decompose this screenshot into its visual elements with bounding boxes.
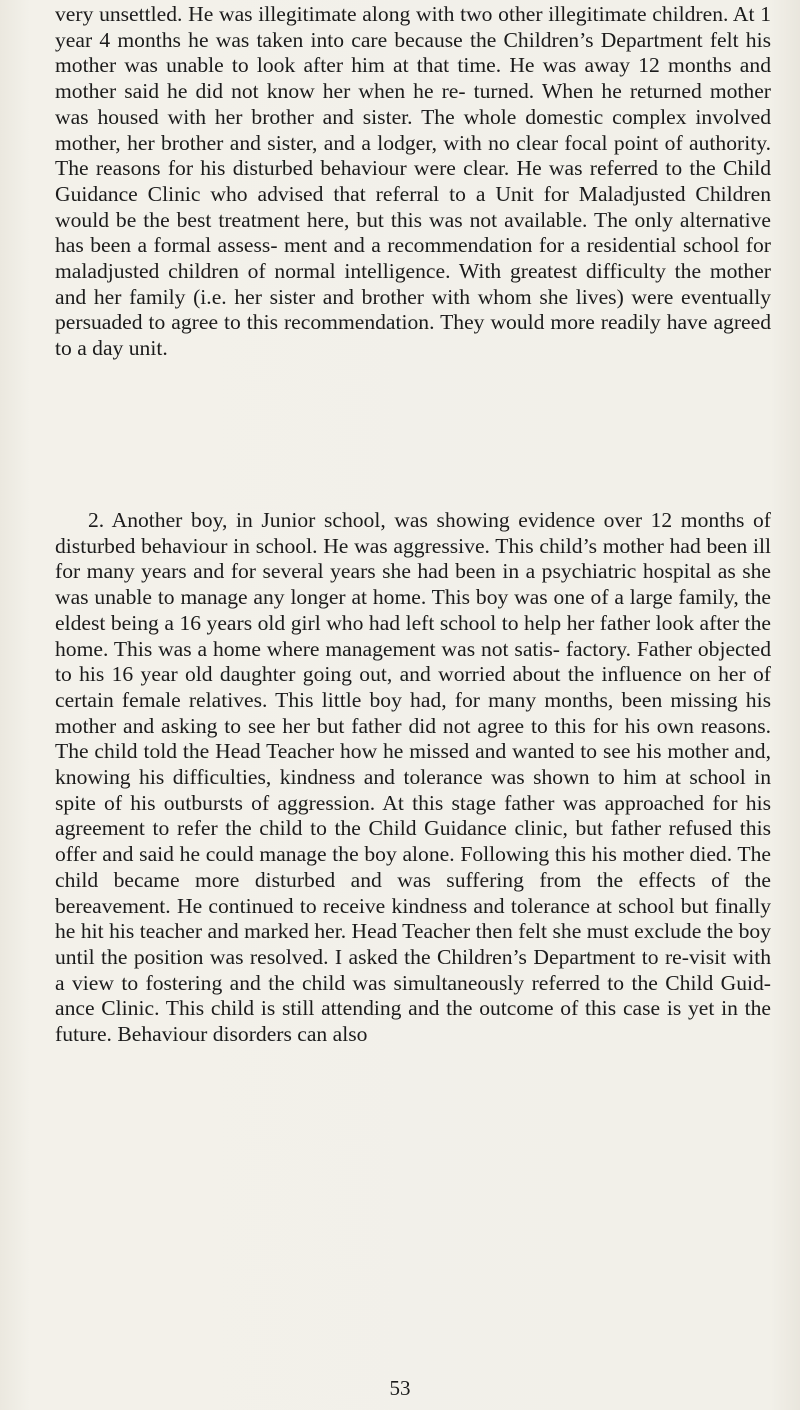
paragraph-1-text: very unsettled. He was illegitimate along with two other illegitimate children. At 1 year 4 months he was taken into care because the Children’s Department felt his mother was unable to look after him at that time. He was away 12 months and mother said he did not know her when he re- turned. When he returned mother was housed with her brother and sister. The whole domestic complex involved mother, her brother and sister, and a lodger, with no clear focal point of authority. The reasons for his disturbed behaviour were clear. He was referred to the Child Guidance Clinic who advised that referral to a Unit for Maladjusted Children would be the best treatment here, but this was not available. The only alternative has been a formal assess- ment and a recommendation for a residential school for maladjusted children of normal intelligence. With greatest difficulty the mother and her family (i.e. her sister and brother with whom she lives) were eventually persuaded to agree to this recommendation. They would more readily have agreed to a day unit. bbox=[55, 2, 771, 361]
page-number: 53 bbox=[389, 1376, 411, 1400]
paragraph-2 bbox=[55, 508, 771, 1048]
paragraph-2-text: 2. Another boy, in Junior school, was showing evidence over 12 months of disturbed behaviour in school. He was aggressive. This child’s mother had been ill for many years and for several years she had been in a psychiatric hospital as she was unable to manage any longer at home. This boy was one of a large family, the eldest being a 16 years old girl who had left school to help her father look after the home. This was a home where management was not satis- factory. Father objected to his 16 year old daughter going out, and worried about the influence on her of certain female relatives. This little boy had, for many months, been missing his mother and asking to see her but father did not agree to this for his own reasons. The child told the Head Teacher how he missed and wanted to see his mother and, knowing his difficulties, kindness and tolerance was shown to him at school in spite of his outbursts of aggression. At this stage father was approached for his agreement to refer the child to the Child Guidance clinic, but father refused this offer and said he could manage the boy alone. Following this his mother died. The child became more disturbed and was suffering from the effects of the bereavement. He continued to receive kindness and tolerance at school but finally he hit his teacher and marked her. Head Teacher then felt she must exclude the boy until the position was resolved. I asked the Children’s Department to re-visit with a view to fostering and the child was simultaneously referred to the Child Guid- ance Clinic. This child is still attending and the outcome of this case is yet in the future. Behaviour disorders can also bbox=[55, 508, 771, 1047]
paragraph-1 bbox=[55, 2, 771, 362]
